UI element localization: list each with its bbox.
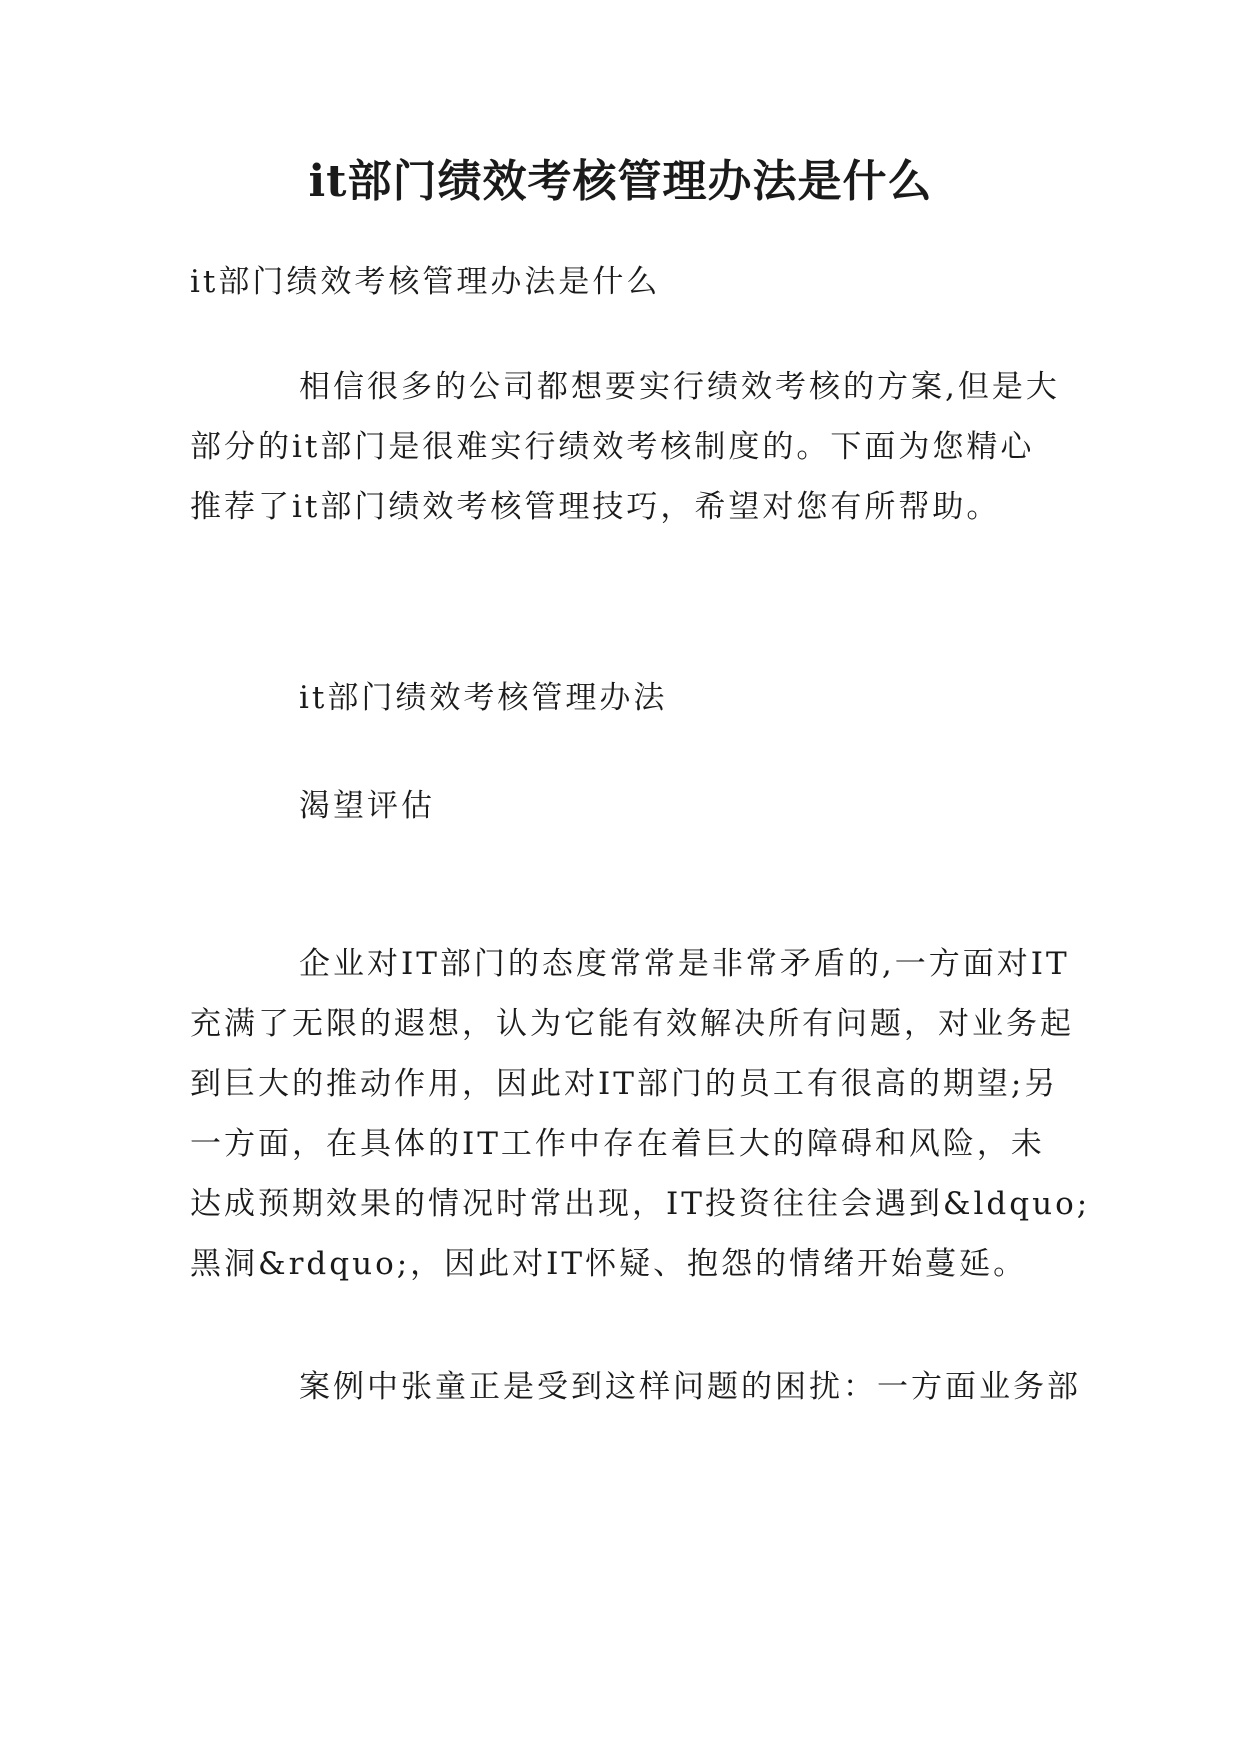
document-subtitle: it部门绩效考核管理办法是什么 [190, 264, 661, 300]
section-heading: it部门绩效考核管理办法 [299, 680, 668, 716]
intro-line: 部分的it部门是很难实行绩效考核制度的。下面为您精心 [190, 429, 1035, 465]
body-line: 到巨大的推动作用，因此对IT部门的员工有很高的期望;另 [190, 1066, 1059, 1102]
case-paragraph-start: 案例中张童正是受到这样问题的困扰：一方面业务部 [299, 1369, 1081, 1405]
document-title: it部门绩效考核管理办法是什么 [308, 156, 933, 207]
body-line: 一方面，在具体的IT工作中存在着巨大的障碍和风险，未 [190, 1126, 1045, 1162]
body-paragraph [190, 934, 1091, 1294]
body-line: 企业对IT部门的态度常常是非常矛盾的,一方面对IT [299, 946, 1070, 982]
intro-line: 推荐了it部门绩效考核管理技巧，希望对您有所帮助。 [190, 489, 1001, 525]
intro-paragraph [190, 357, 1060, 537]
body-line: 黑洞&rdquo;，因此对IT怀疑、抱怨的情绪开始蔓延。 [190, 1246, 1028, 1282]
intro-line: 相信很多的公司都想要实行绩效考核的方案,但是大 [299, 369, 1060, 405]
body-line: 充满了无限的遐想，认为它能有效解决所有问题，对业务起 [190, 1006, 1074, 1042]
subsection-heading: 渴望评估 [299, 788, 435, 824]
body-line: 达成预期效果的情况时常出现，IT投资往往会遇到&ldquo; [190, 1186, 1091, 1222]
